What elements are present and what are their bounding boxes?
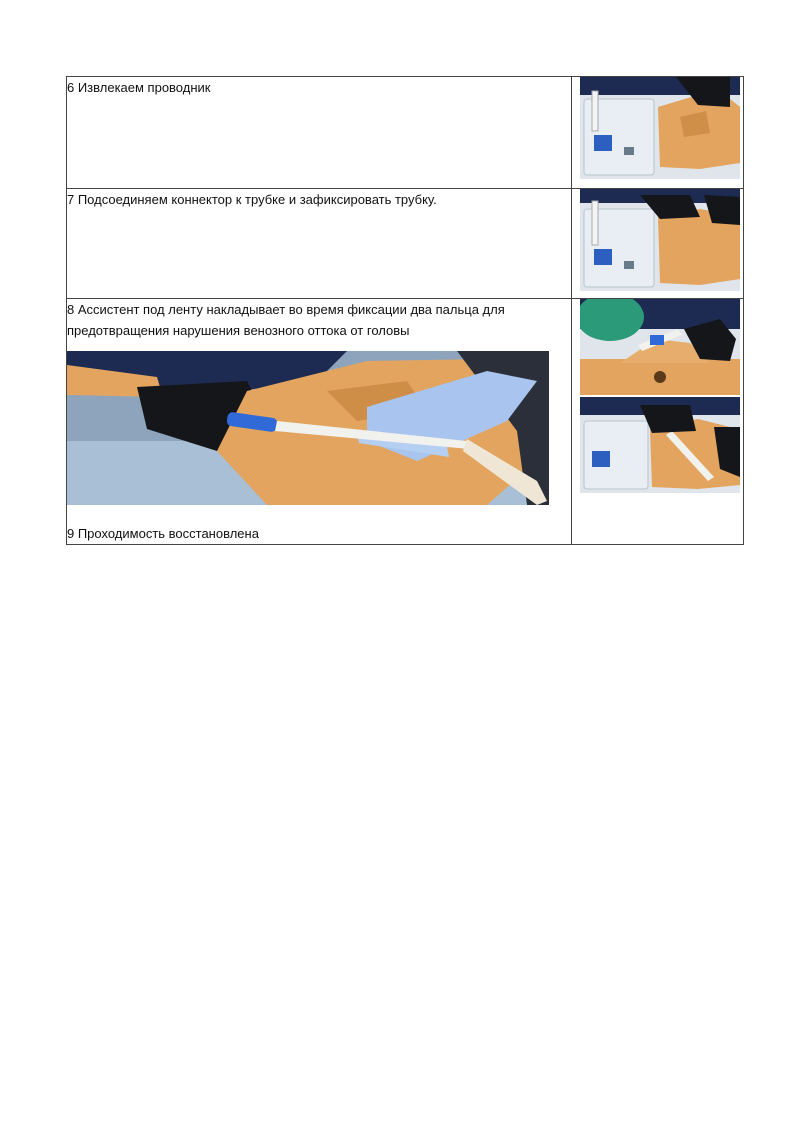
step8-photo-bottom [580,397,740,493]
table-row [67,189,744,299]
table-row [67,299,744,545]
step8-photo-top [580,299,740,395]
step-9-text: 9 Проходимость восстановлена [67,526,259,541]
step-image-cell [572,77,744,189]
table-row [67,77,744,189]
step-image-cell [572,299,744,545]
procedure-steps-table [66,76,744,545]
step-6-text: 6 Извлекаем проводник [67,80,211,95]
step6-photo [580,77,740,179]
step-text-cell [67,77,572,189]
step-7-text: 7 Подсоединяем коннектор к трубке и зафиксировать трубку. [67,192,437,207]
step-image-cell [572,189,744,299]
step7-photo [580,189,740,291]
step-text-cell [67,299,572,545]
step8-wide-photo [67,351,549,505]
step-text-cell [67,189,572,299]
step-8-text: 8 Ассистент под ленту накладывает во время фиксации два пальца для предотвращения нарушения венозного оттока от головы [67,302,505,338]
